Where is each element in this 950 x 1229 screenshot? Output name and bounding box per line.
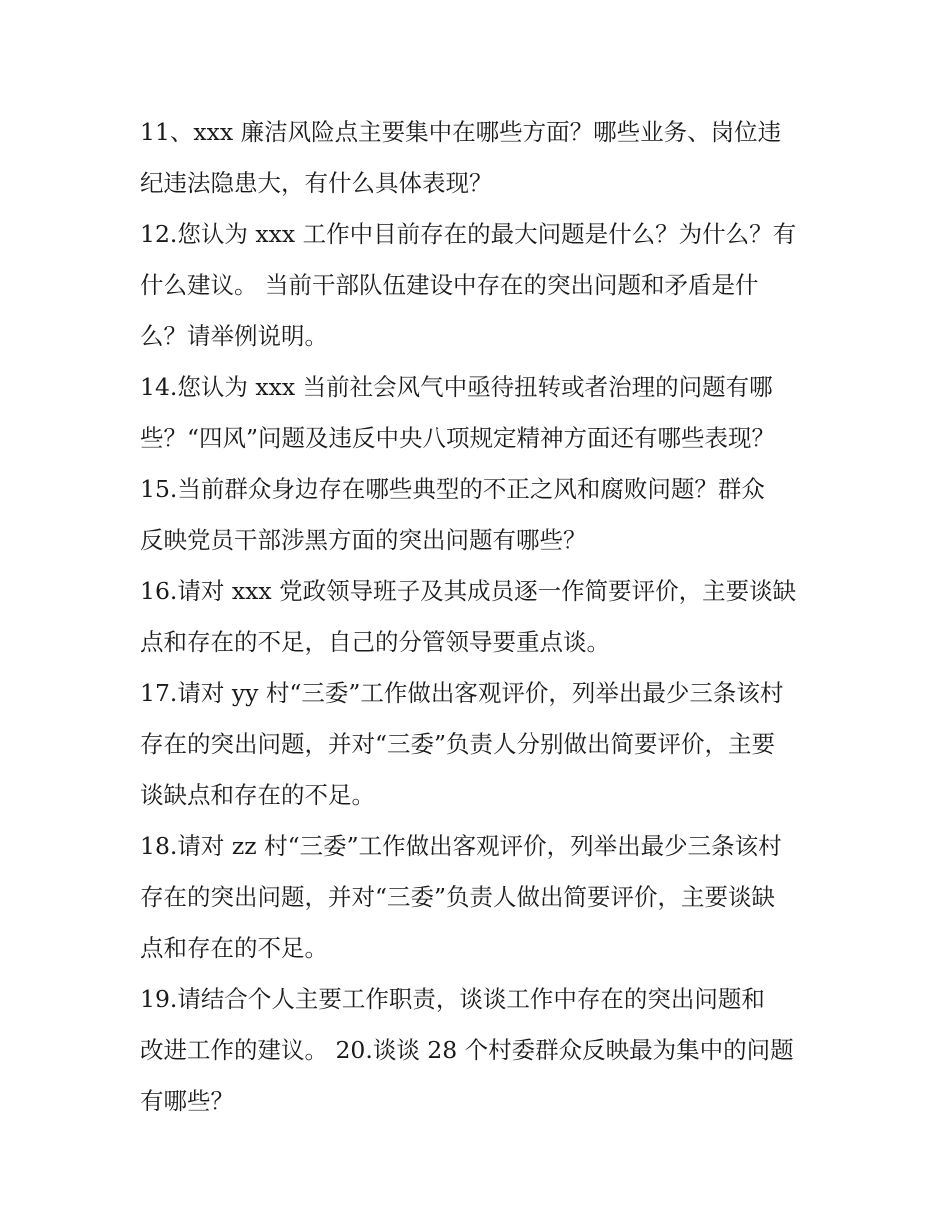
- text-line: 什么建议。 当前干部队伍建设中存在的突出问题和矛盾是什: [140, 271, 759, 299]
- text-line: 改进工作的建议。 20.谈谈 28 个村委群众反映最为集中的问题: [140, 1036, 794, 1064]
- text-line: 些？“四风”问题及违反中央八项规定精神方面还有哪些表现？: [140, 424, 776, 452]
- text-line: 11、xxx 廉洁风险点主要集中在哪些方面？哪些业务、岗位违: [140, 118, 782, 146]
- text-line: 存在的突出问题，并对“三委”负责人分别做出简要评价，主要: [140, 730, 776, 758]
- text-line: 12.您认为 xxx 工作中目前存在的最大问题是什么？为什么？有: [140, 220, 797, 248]
- text-line: 存在的突出问题，并对“三委”负责人做出简要评价，主要谈缺: [140, 883, 776, 911]
- text-line: 谈缺点和存在的不足。: [140, 781, 375, 809]
- text-line: 么？请举例说明。: [140, 322, 328, 350]
- text-line: 点和存在的不足，自己的分管领导要重点谈。: [140, 628, 610, 656]
- text-line: 纪违法隐患大，有什么具体表现？: [140, 169, 493, 197]
- text-line: 18.请对 zz 村“三委”工作做出客观评价，列举出最少三条该村: [140, 832, 782, 860]
- text-line: 反映党员干部涉黑方面的突出问题有哪些？: [140, 526, 587, 554]
- text-line: 15.当前群众身边存在哪些典型的不正之风和腐败问题？群众: [140, 475, 765, 503]
- text-line: 16.请对 xxx 党政领导班子及其成员逐一作简要评价，主要谈缺: [140, 577, 797, 605]
- text-line: 17.请对 yy 村“三委”工作做出客观评价，列举出最少三条该村: [140, 679, 784, 707]
- text-line: 点和存在的不足。: [140, 934, 328, 962]
- text-line: 19.请结合个人主要工作职责，谈谈工作中存在的突出问题和: [140, 985, 765, 1013]
- text-line: 有哪些？: [140, 1087, 234, 1115]
- text-line: 14.您认为 xxx 当前社会风气中亟待扭转或者治理的问题有哪: [140, 373, 773, 401]
- document-body: [140, 107, 820, 1127]
